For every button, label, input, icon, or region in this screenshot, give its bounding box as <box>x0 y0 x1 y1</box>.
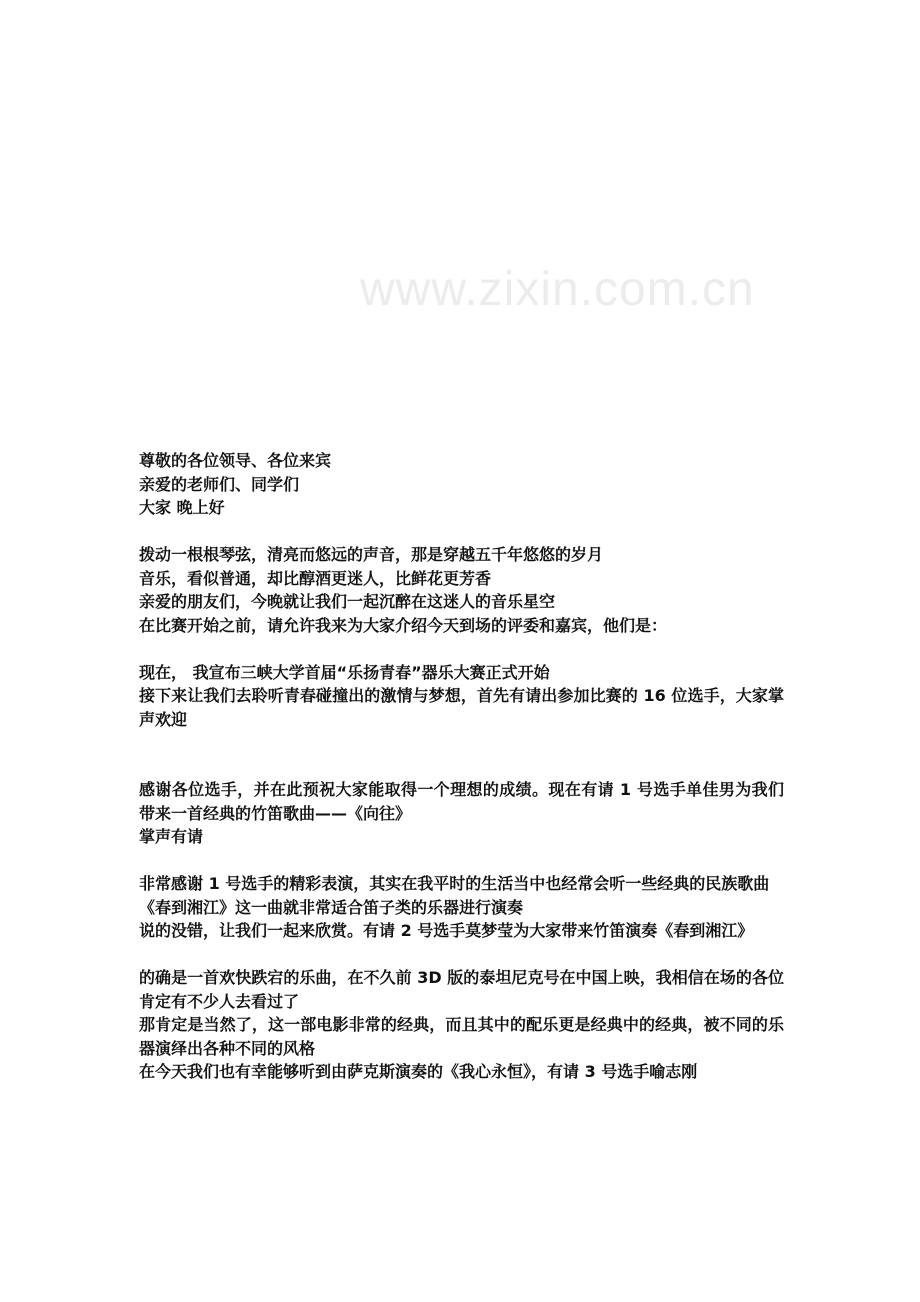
document-body <box>139 449 784 1084</box>
paragraph-line: 说的没错，让我们一起来欣赏。有请 2 号选手莫梦莹为大家带来竹笛演奏《春到湘江》 <box>139 921 754 940</box>
paragraph-line: 掌声有请 <box>139 827 204 846</box>
paragraph-line: 那肯定是当然了，这一部电影非常的经典，而且其中的配乐更是经典中的经典，被不同的乐器演绎出各种不同的风格 <box>139 1015 784 1058</box>
paragraph-line: 亲爱的老师们、同学们 <box>139 474 300 494</box>
paragraph-line: 亲爱的朋友们，今晚就让我们一起沉醉在这迷人的音乐星空 <box>139 592 556 611</box>
blank-line <box>139 520 784 544</box>
paragraph-line: 尊敬的各位领导、各位来宾 <box>139 451 332 470</box>
paragraph-line: 在今天我们也有幸能够听到由萨克斯演奏的《我心永恒》，有请 3 号选手喻志刚 <box>139 1062 698 1081</box>
paragraph-line: 拨动一根根琴弦，清亮而悠远的声音，那是穿越五千年悠悠的岁月 <box>139 545 604 564</box>
paragraph-line: 《春到湘江》这一曲就非常适合笛子类的乐器进行演奏 <box>139 897 524 917</box>
watermark: www.zixin.com.cn <box>360 263 755 316</box>
paragraph-line: 感谢各位选手，并在此预祝大家能取得一个理想的成绩。现在有请 1 号选手单佳男为我们带来一首经典的竹笛歌曲——《向往》 <box>139 780 784 823</box>
paragraph-line: 音乐，看似普通，却比醇酒更迷人，比鲜花更芳香 <box>139 568 492 588</box>
blank-line <box>139 637 784 661</box>
blank-line <box>139 731 784 778</box>
paragraph-line: 大家 晚上好 <box>139 498 225 517</box>
paragraph-line: 接下来让我们去聆听青春碰撞出的激情与梦想，首先有请出参加比赛的 16 位选手，大家掌声欢迎 <box>139 686 784 729</box>
paragraph-line: 非常感谢 1 号选手的精彩表演，其实在我平时的生活当中也经常会听一些经典的民族歌曲 <box>139 874 770 893</box>
blank-line <box>139 943 784 967</box>
blank-line <box>139 849 784 873</box>
paragraph-line: 的确是一首欢快跌宕的乐曲，在不久前 3D 版的泰坦尼克号在中国上映，我相信在场的各位肯定有不少人去看过了 <box>139 968 784 1011</box>
paragraph-line: 现在， 我宣布三峡大学首届“乐扬青春”器乐大赛正式开始 <box>139 662 550 682</box>
paragraph-line: 在比赛开始之前，请允许我来为大家介绍今天到场的评委和嘉宾，他们是： <box>139 615 668 635</box>
